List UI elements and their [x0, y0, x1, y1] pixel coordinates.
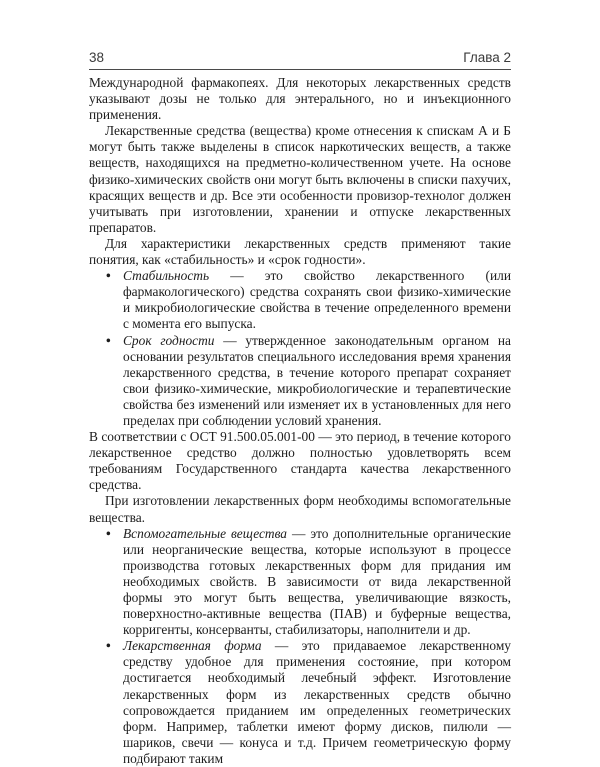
chapter-label: Глава 2 — [463, 50, 511, 65]
bullet-icon: • — [106, 332, 111, 348]
definition-stability: — это свойство лекарственного (или фармакологического) средства сохранять свои физико-химические и микробиологические свойства в течение определенного времени с момента его выпуска. — [123, 268, 511, 332]
paragraph-ost-standard: В соответствии с ОСТ 91.500.05.001-00 — это период, в течение которого лекарственное средство должно полностью удовлетворять всем требованиям Государственного стандарта качества лекарственного средства. — [89, 429, 511, 493]
definition-list-stability — [89, 268, 511, 429]
body-text — [89, 75, 511, 767]
term-auxiliary-substances: Вспомогательные вещества — [123, 525, 287, 541]
list-item — [89, 268, 511, 332]
definition-auxiliary-substances: — это дополнительные органические или неорганические вещества, которые используют в процессе производства готовых лекарственных форм для придания им необходимых свойств. В зависимости от вида лекарственной формы это могут быть вещества, увеличивающие вязкость, поверхностно-активные вещества (ПАВ) и буферные вещества, корригенты, консерванты, стабилизаторы, наполнители и др. — [123, 525, 512, 638]
paragraph-characteristics: Для характеристики лекарственных средств применяют такие понятия, как «стабильность» и «срок годности». — [89, 235, 511, 268]
paragraph-continuation: Международной фармакопеях. Для некоторых лекарственных средств указывают дозы не только для энтерального, но и инъекционного применения. — [89, 75, 511, 123]
definition-dosage-form: — это придаваемое лекарственному средству удобное для применения состояние, при котором достигается необходимый лечебный эффект. Изготовление лекарственных форм из лекарственных средств обычно сопровождается приданием им определенных геометрических форм. Например, таблетки имеют форму дисков, пилюли — шариков, свечи — конуса и т.д. Причем геометрическую форму подбирают таким — [123, 638, 511, 766]
term-dosage-form: Лекарственная форма — [123, 638, 262, 654]
definition-shelf-life: — утвержденное законодательным органом на основании результатов специального исследования время хранения лекарственного средства, в течение которого препарат сохраняет свои физико-химические, микробиологические и терапевтические свойства без изменений или изменяет их в установленных для него пределах при соблюдении условий хранения. — [123, 332, 511, 428]
term-stability: Стабильность — [123, 268, 210, 284]
header-divider — [89, 69, 511, 70]
list-item — [89, 333, 511, 430]
paragraph-auxiliary-intro: При изготовлении лекарственных форм необходимы вспомогательные вещества. — [89, 493, 511, 525]
definition-list-forms — [89, 526, 511, 767]
bullet-icon: • — [106, 638, 111, 654]
bullet-icon: • — [106, 268, 111, 284]
paragraph-drug-lists: Лекарственные средства (вещества) кроме отнесения к спискам А и Б могут быть также выделены в список наркотических веществ, а также веществ, находящихся на предметно-количественном учете. На основе физико-химических свойств они могут быть включены в списки пахучих, красящих веществ и др. Все эти особенности провизор-технолог должен учитывать при изготовлении, хранении и отпуске лекарственных препаратов. — [89, 123, 511, 235]
page-number: 38 — [89, 50, 105, 65]
list-item — [89, 638, 511, 767]
running-header — [89, 49, 511, 67]
term-shelf-life: Срок годности — [123, 332, 215, 348]
list-item — [89, 526, 511, 639]
bullet-icon: • — [106, 525, 111, 541]
